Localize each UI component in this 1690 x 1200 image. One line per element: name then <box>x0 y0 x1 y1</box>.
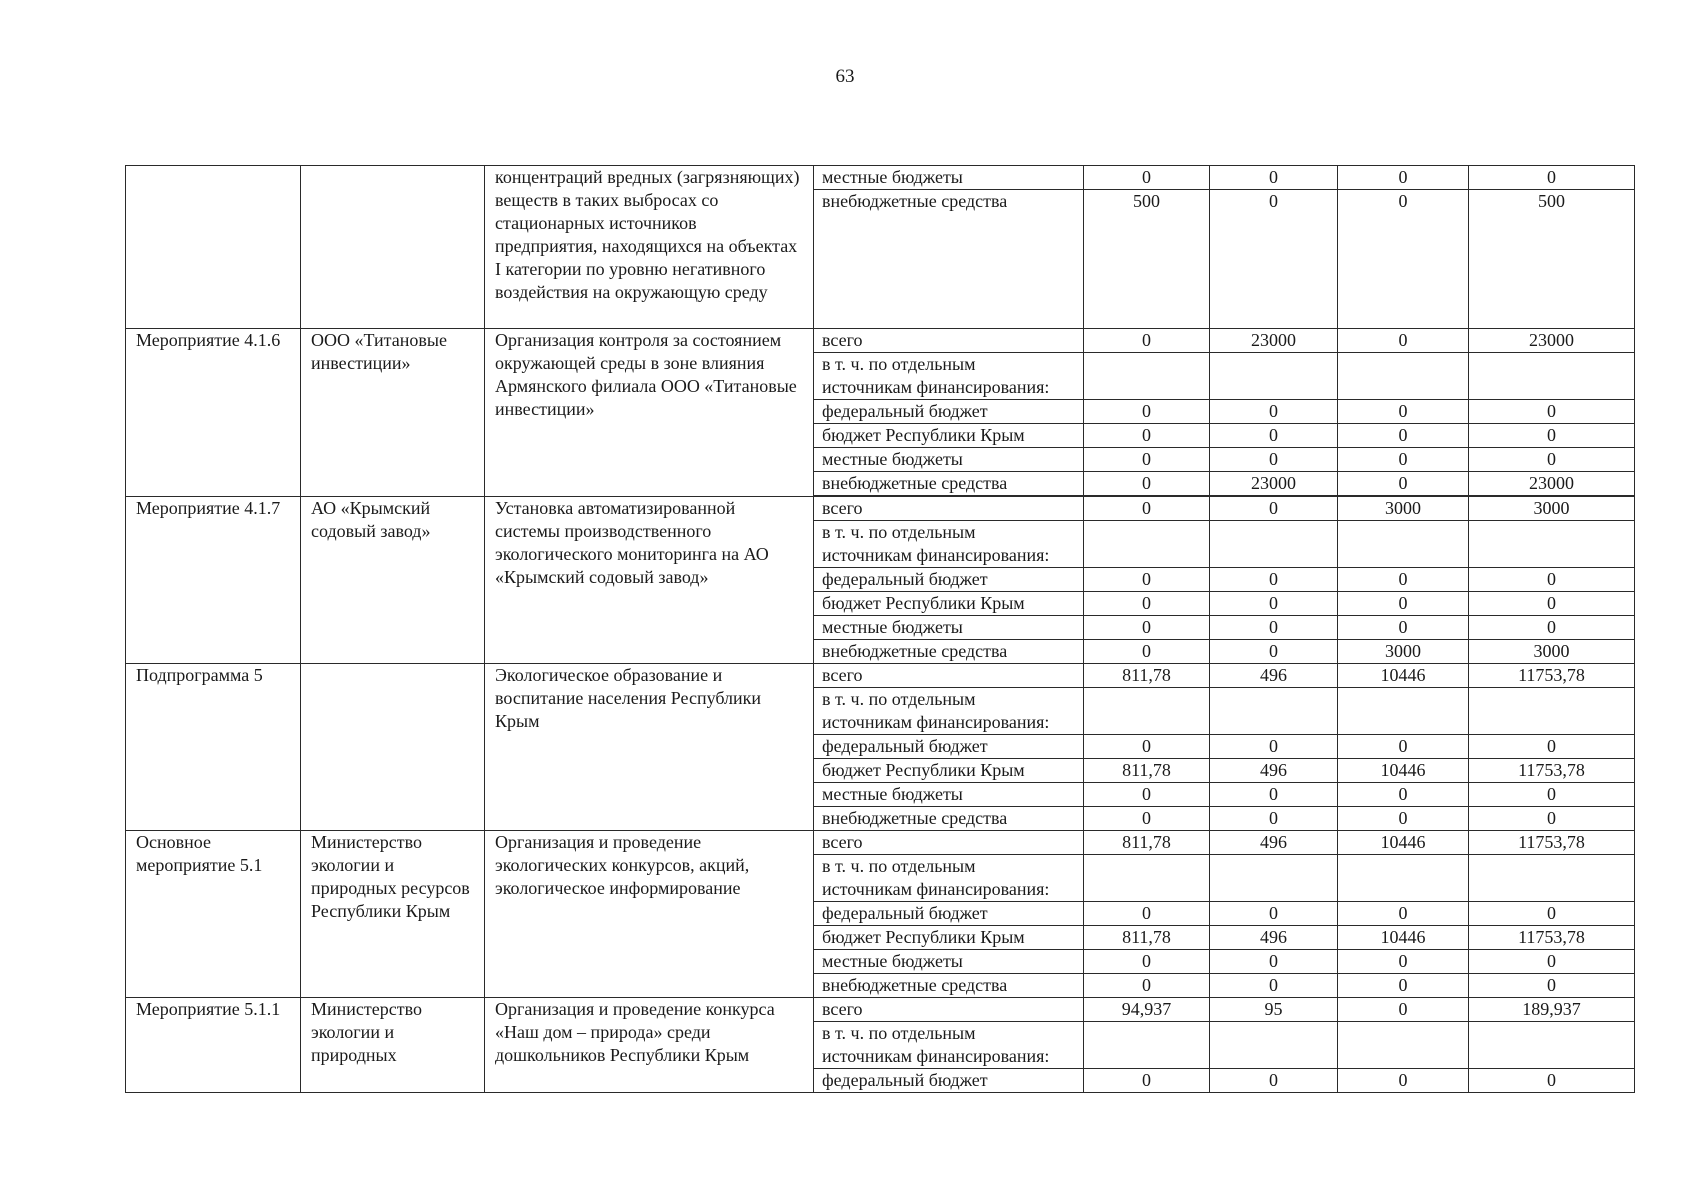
source-label <box>814 855 1084 902</box>
source-label: внебюджетные средства <box>814 472 1084 496</box>
amount-cell: 3000 <box>1338 497 1469 521</box>
amount-cell: 0 <box>1338 592 1469 616</box>
amount-cell: 496 <box>1210 831 1338 855</box>
amount-cell: 0 <box>1084 424 1210 448</box>
source-label: местные бюджеты <box>814 166 1084 190</box>
description-cell: Установка автоматизированной системы производственного экологического мониторинга на АО «Крымский содовый завод» <box>485 497 814 664</box>
source-label: местные бюджеты <box>814 783 1084 807</box>
amount-cell: 0 <box>1084 783 1210 807</box>
amount-cell: 11753,78 <box>1469 664 1635 688</box>
amount-cell: 0 <box>1338 902 1469 926</box>
amount-cell: 3000 <box>1469 497 1635 521</box>
event-name-cell: Мероприятие 4.1.6 <box>126 329 301 497</box>
amount-cell: 0 <box>1084 448 1210 472</box>
amount-cell <box>1084 353 1210 400</box>
amount-cell <box>1210 353 1338 400</box>
amount-cell: 189,937 <box>1469 998 1635 1022</box>
amount-cell: 0 <box>1084 329 1210 353</box>
amount-cell: 0 <box>1084 807 1210 831</box>
amount-cell: 0 <box>1338 807 1469 831</box>
amount-cell: 10446 <box>1338 759 1469 783</box>
incl-line: в т. ч. по отдельным <box>822 856 976 876</box>
amount-cell: 0 <box>1469 783 1635 807</box>
incl-line: в т. ч. по отдельным <box>822 522 976 542</box>
source-label: бюджет Республики Крым <box>814 424 1084 448</box>
amount-cell: 0 <box>1084 640 1210 664</box>
source-label: федеральный бюджет <box>814 902 1084 926</box>
description-cell: Организация и проведение конкурса «Наш дом – природа» среди дошкольников Республики Крым <box>485 998 814 1093</box>
amount-cell: 0 <box>1338 448 1469 472</box>
description-cell: концентраций вредных (загрязняющих) веществ в таких выбросах со стационарных источников предприятия, находящихся на объектах I категории по уровню негативного воздействия на окружающую среду <box>485 166 814 329</box>
amount-cell: 0 <box>1210 950 1338 974</box>
description-cell: Организация и проведение экологических конкурсов, акций, экологическое информирование <box>485 831 814 998</box>
amount-cell: 0 <box>1469 616 1635 640</box>
source-label: всего <box>814 831 1084 855</box>
amount-cell <box>1338 855 1469 902</box>
amount-cell: 11753,78 <box>1469 759 1635 783</box>
source-label: местные бюджеты <box>814 448 1084 472</box>
source-label: внебюджетные средства <box>814 190 1084 329</box>
amount-cell: 0 <box>1210 166 1338 190</box>
amount-cell: 0 <box>1338 400 1469 424</box>
amount-cell: 10446 <box>1338 664 1469 688</box>
page-number: 63 <box>835 66 855 87</box>
amount-cell: 0 <box>1210 1069 1338 1093</box>
event-name-cell: Основное мероприятие 5.1 <box>126 831 301 998</box>
incl-line: источникам финансирования: <box>822 545 1050 565</box>
event-name-cell: Мероприятие 5.1.1 <box>126 998 301 1093</box>
source-label <box>814 353 1084 400</box>
amount-cell: 500 <box>1084 190 1210 329</box>
amount-cell: 0 <box>1210 592 1338 616</box>
amount-cell <box>1469 688 1635 735</box>
source-label: внебюджетные средства <box>814 807 1084 831</box>
amount-cell: 3000 <box>1469 640 1635 664</box>
amount-cell: 0 <box>1210 735 1338 759</box>
source-label <box>814 688 1084 735</box>
amount-cell: 0 <box>1469 400 1635 424</box>
amount-cell: 0 <box>1210 190 1338 329</box>
amount-cell: 94,937 <box>1084 998 1210 1022</box>
executor-cell <box>301 664 485 831</box>
source-label: всего <box>814 497 1084 521</box>
source-label: внебюджетные средства <box>814 974 1084 998</box>
amount-cell <box>1084 521 1210 568</box>
table-row <box>126 831 1635 855</box>
amount-cell <box>1084 855 1210 902</box>
amount-cell: 0 <box>1469 424 1635 448</box>
amount-cell: 0 <box>1210 616 1338 640</box>
amount-cell <box>1338 688 1469 735</box>
amount-cell: 500 <box>1469 190 1635 329</box>
source-label: федеральный бюджет <box>814 400 1084 424</box>
source-label <box>814 521 1084 568</box>
amount-cell: 23000 <box>1469 329 1635 353</box>
amount-cell: 0 <box>1210 783 1338 807</box>
executor-cell: Министерство экологии и природных <box>301 998 485 1093</box>
amount-cell: 0 <box>1084 735 1210 759</box>
source-label: федеральный бюджет <box>814 1069 1084 1093</box>
amount-cell: 0 <box>1338 998 1469 1022</box>
amount-cell: 496 <box>1210 926 1338 950</box>
source-label: местные бюджеты <box>814 616 1084 640</box>
amount-cell: 3000 <box>1338 640 1469 664</box>
amount-cell: 0 <box>1084 472 1210 496</box>
amount-cell: 23000 <box>1469 472 1635 496</box>
amount-cell: 0 <box>1338 1069 1469 1093</box>
source-label: бюджет Республики Крым <box>814 926 1084 950</box>
executor-cell: ООО «Титановые инвестиции» <box>301 329 485 497</box>
amount-cell: 811,78 <box>1084 759 1210 783</box>
amount-cell: 0 <box>1084 497 1210 521</box>
amount-cell: 0 <box>1084 568 1210 592</box>
amount-cell: 0 <box>1338 166 1469 190</box>
amount-cell: 0 <box>1338 329 1469 353</box>
event-name-cell: Мероприятие 4.1.7 <box>126 497 301 664</box>
amount-cell: 10446 <box>1338 831 1469 855</box>
amount-cell: 496 <box>1210 664 1338 688</box>
amount-cell: 0 <box>1469 448 1635 472</box>
amount-cell <box>1084 1022 1210 1069</box>
amount-cell: 0 <box>1469 1069 1635 1093</box>
amount-cell: 0 <box>1210 497 1338 521</box>
incl-line: источникам финансирования: <box>822 1046 1050 1066</box>
amount-cell: 0 <box>1210 902 1338 926</box>
description-cell: Организация контроля за состоянием окружающей среды в зоне влияния Армянского филиала ООО «Титановые инвестиции» <box>485 329 814 497</box>
amount-cell: 0 <box>1084 400 1210 424</box>
amount-cell: 0 <box>1469 166 1635 190</box>
executor-cell: Министерство экологии и природных ресурсов Республики Крым <box>301 831 485 998</box>
amount-cell <box>1084 688 1210 735</box>
table-row <box>126 166 1635 190</box>
amount-cell: 0 <box>1084 1069 1210 1093</box>
amount-cell: 0 <box>1084 974 1210 998</box>
source-label: всего <box>814 664 1084 688</box>
amount-cell: 0 <box>1469 592 1635 616</box>
amount-cell: 0 <box>1084 616 1210 640</box>
amount-cell: 0 <box>1469 902 1635 926</box>
amount-cell <box>1338 521 1469 568</box>
amount-cell: 0 <box>1210 400 1338 424</box>
amount-cell <box>1469 855 1635 902</box>
amount-cell: 11753,78 <box>1469 831 1635 855</box>
amount-cell: 0 <box>1210 807 1338 831</box>
amount-cell: 811,78 <box>1084 664 1210 688</box>
amount-cell: 496 <box>1210 759 1338 783</box>
event-name-cell: Подпрограмма 5 <box>126 664 301 831</box>
amount-cell: 0 <box>1338 568 1469 592</box>
amount-cell <box>1469 1022 1635 1069</box>
amount-cell: 0 <box>1469 807 1635 831</box>
source-label: всего <box>814 329 1084 353</box>
amount-cell <box>1469 521 1635 568</box>
table-row <box>126 664 1635 688</box>
amount-cell: 0 <box>1210 448 1338 472</box>
amount-cell: 0 <box>1210 424 1338 448</box>
source-label: федеральный бюджет <box>814 568 1084 592</box>
amount-cell: 0 <box>1338 424 1469 448</box>
source-label: всего <box>814 998 1084 1022</box>
amount-cell <box>1210 521 1338 568</box>
amount-cell <box>1338 353 1469 400</box>
table-row <box>126 998 1635 1022</box>
source-label: федеральный бюджет <box>814 735 1084 759</box>
amount-cell: 0 <box>1469 950 1635 974</box>
amount-cell: 0 <box>1338 974 1469 998</box>
amount-cell: 0 <box>1338 950 1469 974</box>
source-label <box>814 1022 1084 1069</box>
incl-line: источникам финансирования: <box>822 712 1050 732</box>
incl-line: в т. ч. по отдельным <box>822 689 976 709</box>
incl-line: источникам финансирования: <box>822 879 1050 899</box>
amount-cell: 811,78 <box>1084 831 1210 855</box>
amount-cell: 0 <box>1084 902 1210 926</box>
amount-cell: 10446 <box>1338 926 1469 950</box>
amount-cell: 23000 <box>1210 329 1338 353</box>
incl-line: в т. ч. по отдельным <box>822 354 976 374</box>
amount-cell: 0 <box>1469 974 1635 998</box>
executor-cell: АО «Крымский содовый завод» <box>301 497 485 664</box>
executor-cell <box>301 166 485 329</box>
amount-cell: 0 <box>1084 950 1210 974</box>
budget-table <box>125 165 1635 1093</box>
event-name-cell <box>126 166 301 329</box>
amount-cell: 0 <box>1210 568 1338 592</box>
amount-cell: 811,78 <box>1084 926 1210 950</box>
incl-line: в т. ч. по отдельным <box>822 1023 976 1043</box>
table-row <box>126 497 1635 521</box>
amount-cell <box>1210 855 1338 902</box>
amount-cell: 0 <box>1338 190 1469 329</box>
incl-line: источникам финансирования: <box>822 377 1050 397</box>
amount-cell: 11753,78 <box>1469 926 1635 950</box>
table-row <box>126 329 1635 353</box>
amount-cell <box>1338 1022 1469 1069</box>
amount-cell: 0 <box>1469 568 1635 592</box>
amount-cell: 95 <box>1210 998 1338 1022</box>
amount-cell: 0 <box>1338 472 1469 496</box>
source-label: бюджет Республики Крым <box>814 759 1084 783</box>
description-cell: Экологическое образование и воспитание населения Республики Крым <box>485 664 814 831</box>
amount-cell: 0 <box>1338 616 1469 640</box>
amount-cell: 23000 <box>1210 472 1338 496</box>
amount-cell: 0 <box>1338 735 1469 759</box>
amount-cell <box>1469 353 1635 400</box>
amount-cell: 0 <box>1338 783 1469 807</box>
source-label: бюджет Республики Крым <box>814 592 1084 616</box>
amount-cell <box>1210 1022 1338 1069</box>
amount-cell: 0 <box>1210 974 1338 998</box>
amount-cell: 0 <box>1469 735 1635 759</box>
amount-cell: 0 <box>1210 640 1338 664</box>
amount-cell <box>1210 688 1338 735</box>
amount-cell: 0 <box>1084 592 1210 616</box>
source-label: внебюджетные средства <box>814 640 1084 664</box>
source-label: местные бюджеты <box>814 950 1084 974</box>
amount-cell: 0 <box>1084 166 1210 190</box>
